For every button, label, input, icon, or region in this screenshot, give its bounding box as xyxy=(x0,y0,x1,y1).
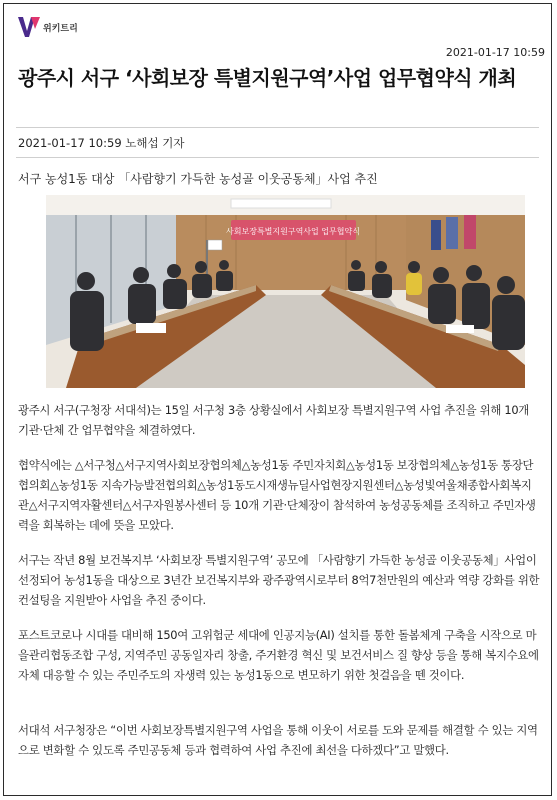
paragraph-2: 협약식에는 △서구청△서구지역사회보장협의체△농성1동 주민자치회△농성1동 보장협의체△농성1동 통장단협의회△농성1동 지속가능발전협의회△농성1동도시재생뉴딜사업현장지원센터△농성빛여울채종합사회복지관△서구지역자활센터△서구자원봉사센터 등 10개 기관·단체장이 참석하여 농성공동체를 조직하고 주민자생력을 회복하는 데에 뜻을 모았다. xyxy=(18,458,536,532)
paragraph-5: 서대석 서구청장은 “이번 사회보장특별지원구역 사업을 통해 이웃이 서로를 도와 문제를 해결할 수 있는 지역으로 변화할 수 있도록 주민공동체 등과 협력하여 사업 추진에 최선을 다하겠다”고 말했다. xyxy=(18,723,538,757)
paragraph-4: 포스트코로나 시대를 대비해 150여 고위험군 세대에 인공지능(AI) 설치를 통한 돌봄체계 구축을 시작으로 마을관리협동조합 구성, 지역주민 공동일자리 창출, 주거환경 혁신 및 보건서비스 질 향상 등을 통해 복지수요에 자체 대응할 수 있는 주민주도의 자생력 있는 농성1동으로 변모하기 위한 첫걸음을 뗀 것이다. xyxy=(18,628,539,682)
article-frame xyxy=(3,3,552,796)
paragraph-1: 광주시 서구(구청장 서대석)는 15일 서구청 3층 상황실에서 사회보장 특별지원구역 사업 추진을 위해 10개 기관·단체 간 업무협약을 체결하였다. xyxy=(18,403,530,437)
site-logo[interactable] xyxy=(18,14,78,40)
paragraph-3: 서구는 작년 8월 보건복지부 ‘사회보장 특별지원구역’ 공모에 「사람향기 가득한 농성골 이웃공동체」사업이 선정되어 농성1동을 대상으로 3년간 보건복지부와 광주광역시로부터 8억7천만원의 예산과 역량 강화를 위한 컨설팅을 지원받아 사업을 추진 중이다. xyxy=(18,553,540,607)
wikitree-logo-icon xyxy=(18,17,40,37)
meeting-room-illustration xyxy=(46,195,525,388)
divider xyxy=(16,127,539,128)
photo-banner-text: 사회보장특별지원구역사업 업무협약식 xyxy=(226,227,360,236)
article-title: 광주시 서구 ‘사회보장 특별지원구역’사업 업무협약식 개최 xyxy=(18,66,517,90)
brand-name: 위키트리 xyxy=(43,23,78,34)
divider xyxy=(16,157,539,158)
article-subtitle: 서구 농성1동 대상 「사람향기 가득한 농성골 이웃공동체」사업 추진 xyxy=(18,172,378,186)
published-date: 2021-01-17 10:59 xyxy=(445,46,545,59)
byline: 2021-01-17 10:59 노해섭 기자 xyxy=(18,136,185,150)
article-photo xyxy=(46,195,525,388)
